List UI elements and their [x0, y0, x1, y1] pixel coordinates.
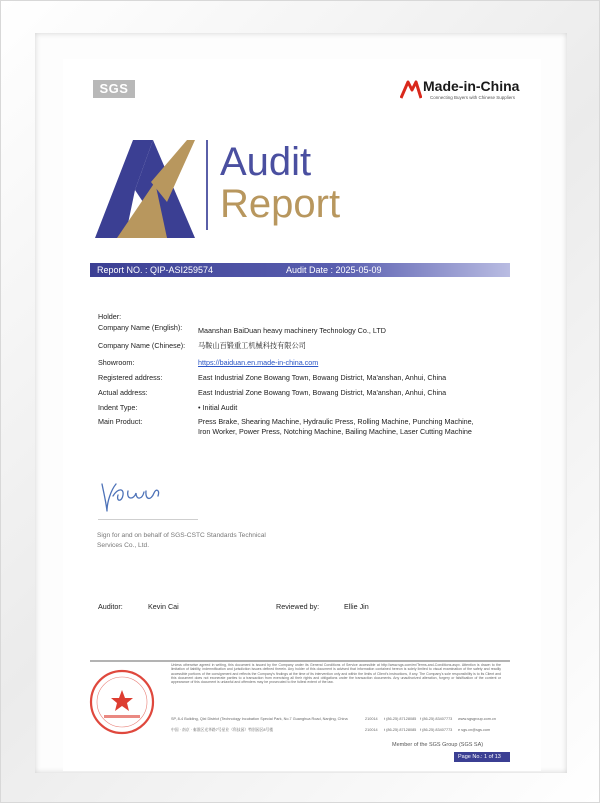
- signature-line: [98, 519, 198, 520]
- sign-on-behalf-line2: Services Co., Ltd.: [97, 542, 150, 549]
- sgs-logo: SGS: [93, 80, 135, 98]
- report-number: Report NO. : QIP-ASI259574: [97, 265, 214, 275]
- indent-type-label: Indent Type:: [98, 403, 138, 412]
- indent-type-value: • Initial Audit: [198, 403, 238, 412]
- main-product-value-line2: Iron Worker, Power Press, Notching Machine, Bailing Machine, Laser Cutting Machine: [198, 427, 472, 436]
- footer-zip-en: 210014: [365, 717, 378, 721]
- footer-tel-cn: t (86-25) 87128085: [384, 728, 417, 732]
- audit-logo-icon: [95, 138, 195, 238]
- reviewer-label: Reviewed by:: [276, 602, 320, 611]
- company-seal-icon: [84, 666, 160, 738]
- company-en-value: Maanshan BaiDuan heavy machinery Technology Co., LTD: [198, 326, 386, 335]
- holder-label: Holder:: [98, 312, 122, 321]
- sign-on-behalf-text: [97, 531, 266, 551]
- company-en-label: Company Name (English):: [98, 323, 183, 332]
- auditor-label: Auditor:: [98, 602, 123, 611]
- footer-zip-cn: 210014: [365, 728, 378, 732]
- footer-address-en: SP, 8-4 Building, Qixi District (Technology Incubation Special Park, No.7 Guanghua Road, Nanjing, China: [171, 717, 348, 721]
- signature-image: [98, 478, 188, 514]
- title-report: Report: [220, 182, 341, 226]
- footer-address-cn: 中国 · 南京 · 秦淮区光华路7号星业（科技园）特别园区8号楼: [171, 728, 274, 732]
- registered-address-label: Registered address:: [98, 373, 163, 382]
- main-product-label: Main Product:: [98, 417, 143, 426]
- sgs-member-text: Member of the SGS Group (SGS SA): [392, 742, 484, 748]
- footer-email: e sgs.cn@sgs.com: [458, 728, 491, 732]
- footer-tel: t (86-25) 87128085: [384, 717, 417, 721]
- made-in-china-brand: Made-in-China: [423, 78, 520, 94]
- page-number-badge: [454, 752, 510, 762]
- report-info-band: [90, 263, 510, 277]
- legal-fine-print: Unless otherwise agreed in writing, this document is issued by the Company under its General Conditions of Service accessible at http://www.sgs.com/en/Terms-and-Conditions.aspx. Attention is drawn to the limitation of liability, indemnification and jurisdiction issues defined therein. Any holder of this document is advised that information contained hereon is solely limited to visual examination of the safety and readily accessible portions of the consignment and reflects the Company's findings at the time of its intervention only and within the limits of Client's instructions, if any. The Company's sole responsibility is to its Client and this document does not exonerate parties to a transaction from exercising all their rights and obligations under the transaction documents. Any unauthorized alteration, forgery or falsification of the content or appearance of this document is unlawful and offenders may be prosecuted to the fullest extent of the law.: [171, 663, 501, 685]
- audit-date: Audit Date : 2025-05-09: [286, 265, 382, 275]
- showroom-label: Showroom:: [98, 358, 135, 367]
- actual-address-value: East Industrial Zone Bowang Town, Bowang District, Ma'anshan, Anhui, China: [198, 388, 447, 397]
- sign-on-behalf-line1: Sign for and on behalf of SGS-CSTC Standards Technical: [97, 532, 266, 539]
- title-divider: [206, 140, 208, 230]
- company-cn-label: Company Name (Chinese):: [98, 341, 186, 350]
- reviewer-name: Ellie Jin: [344, 602, 369, 611]
- footer-fax: f (86-25) 83407773: [420, 717, 453, 721]
- made-in-china-tagline: Connecting Buyers with Chinese Suppliers: [430, 95, 516, 100]
- auditor-name: Kevin Cai: [148, 602, 179, 611]
- actual-address-label: Actual address:: [98, 388, 148, 397]
- page-number: Page No.: 1 of 13: [458, 754, 501, 760]
- company-cn-value: 马鞍山百锻重工机械科技有限公司: [198, 341, 306, 350]
- footer-website: www.sgsgroup.com.cn: [458, 717, 496, 721]
- registered-address-value: East Industrial Zone Bowang Town, Bowang District, Ma'anshan, Anhui, China: [198, 373, 447, 382]
- showroom-link[interactable]: https://baiduan.en.made-in-china.com: [198, 358, 319, 367]
- title-audit: Audit: [220, 140, 312, 184]
- made-in-china-logo-icon: [400, 79, 422, 99]
- footer-rule: [90, 660, 510, 662]
- main-product-value-line1: Press Brake, Shearing Machine, Hydraulic Press, Rolling Machine, Punching Machine,: [198, 417, 474, 426]
- footer-fax-cn: f (86-25) 83407773: [420, 728, 453, 732]
